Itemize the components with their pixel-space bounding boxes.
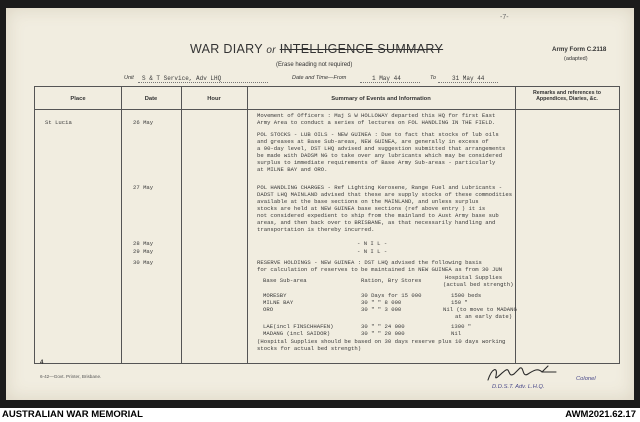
col-divider-place [121,87,122,363]
reserve-area: LAE(incl FINSCHHAFEN) [263,323,334,330]
entry-line: for calculation of reserves to be maintained in NEW GUINEA as from 30 JUN [257,266,503,273]
entry-line: not considered expedient to ship from the mainland to Aust Army base sub [257,212,499,219]
unit-label: Unit [124,75,134,81]
page-number: -7- [500,14,509,21]
unit-value: S & T Service, Adv LHQ [142,75,222,82]
intelligence-summary-label: INTELLIGENCE SUMMARY [279,42,444,56]
reserve-ration: 30 " " 3 000 [361,306,402,313]
entry-line: a 90-day level, DST LHQ advised and suggestion submitted that arrangements [257,145,506,152]
reserve-ration: 30 " " 20 000 [361,330,405,337]
reserve-hospital: Nil (to move to MADANG [443,306,517,313]
entry-date: 30 May [133,259,154,266]
entry-line: surplus to immediate requirements of Base Army Sub-areas - particularly [257,159,496,166]
entry-line: available at the base sections on the MAINLAND, and unless surplus [257,198,479,205]
header-summary: Summary of Events and Information [331,96,431,102]
form-title [190,42,443,56]
entry-line: Army Area to conduct a series of lectures on FOL HANDLING IN THE FIELD. [257,119,496,126]
entry-line: DADST LHQ MAINLAND advised that these are supply stocks of these commodities [257,191,513,198]
entry-line: POL STOCKS - LUB OILS - NEW GUINEA : Due to fact that stocks of lub oils [257,131,499,138]
reserve-footnote: (Hospital Supplies should be based on 30 days reserve plus 10 days working [257,338,506,345]
date-from-value: 1 May 44 [372,75,401,82]
entry-line: at MILNE BAY and ORO. [257,166,328,173]
reserve-ration: 30 Days for 15 000 [361,292,422,299]
entry-line: stocks are held at NEW GUINEA base sections (ref above entry ) it is [257,205,486,212]
footer-accession-number: AWM2021.62.17 [565,409,636,420]
sheet-marker: 4 [40,360,44,366]
reserve-hospital: 1300 " [451,323,472,330]
date-from-label: Date and Time—From [292,75,347,81]
reserve-footnote: stocks for actual bed strength) [257,345,362,352]
col-divider-date [181,87,182,363]
header-place: Place [70,96,86,102]
reserve-ration: 30 " " 24 000 [361,323,405,330]
reserve-hospital-note: at an early date) [455,313,513,320]
title-or: or [266,45,276,56]
entry-line: - N I L - [357,240,388,247]
reserve-hospital: 1500 beds [451,292,482,299]
date-to-underline [438,82,498,83]
reserve-hospital: 150 " [451,299,468,306]
reserve-area: ORO [263,306,274,313]
header-hour: Hour [207,96,221,102]
date-from-underline [360,82,420,83]
reserve-ration: 30 " " 8 000 [361,299,402,306]
entry-line: - N I L - [357,248,388,255]
signature-designation: D.D.S.T. Adv. L.H.Q. [492,384,545,390]
header-remarks: Remarks and references to Appendices, Diaries, &c. [532,90,601,102]
form-subtitle: (Erase heading not required) [276,62,353,68]
reserve-col-area: Base Sub-area [263,277,307,284]
reserve-col-ration: Ration, Bry Stores [361,277,422,284]
entry-line: POL HANDLING CHARGES - Ref Lighting Kerosene, Range Fuel and Lubricants - [257,184,503,191]
war-diary-label: WAR DIARY [190,42,263,56]
reserve-area: MORESBY [263,292,287,299]
reserve-col-hospital-sub: (actual bed strength) [443,281,514,288]
unit-underline [138,82,268,83]
entry-place: St Lucia [45,119,72,126]
entry-line: areas, and then back over to BRISBANE, as that necessarily handling and [257,219,496,226]
entry-line: RESERVE HOLDINGS - NEW GUINEA : DST LHQ advised the following basis [257,259,482,266]
entry-date: 26 May [133,119,154,126]
date-to-value: 31 May 44 [452,75,485,82]
entry-line: Movement of Officers : Maj S W HOLLOWAY departed this HQ for first East [257,112,496,119]
date-to-label: To [430,75,436,81]
entry-line: be made with DADSM NG to take over any lubricants which may be considered [257,152,503,159]
entry-date: 29 May [133,248,154,255]
entry-line: and greases at Base Sub-areas, NEW GUINEA, are generally in excess of [257,138,489,145]
footer-institution: AUSTRALIAN WAR MEMORIAL [2,409,143,420]
header-date: Date [144,96,158,102]
army-form-number: Army Form C.2118 [552,46,607,53]
army-form-adapted: (adapted) [564,56,588,62]
entry-line: transportation is thereby incurred. [257,226,375,233]
header-divider [35,109,619,110]
reserve-col-hospital: Hospital Supplies [445,274,503,281]
col-divider-hour [247,87,248,363]
col-divider-summary [515,87,516,363]
reserve-area: MADANG (incl SAIDOR) [263,330,331,337]
reserve-area: MILNE BAY [263,299,294,306]
officer-signature [484,362,564,386]
entry-date: 27 May [133,184,154,191]
signature-rank: Colonel [576,376,596,382]
reserve-hospital: Nil [451,330,462,337]
printer-note: 6-42—Govt. Printer, Brisbane. [40,374,102,379]
entry-date: 28 May [133,240,154,247]
diary-table [34,86,620,364]
